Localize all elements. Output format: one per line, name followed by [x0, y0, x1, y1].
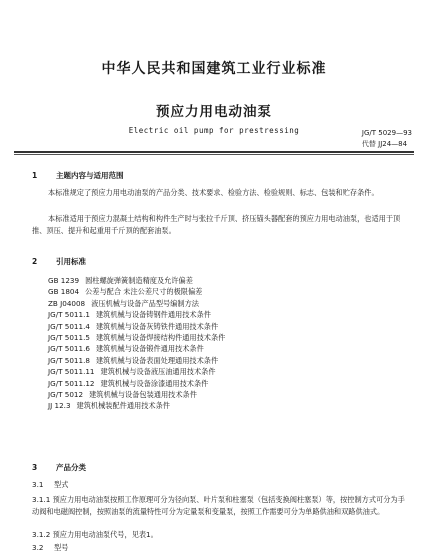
reference-item [48, 332, 225, 343]
section-number: 3 [32, 463, 38, 472]
section-1-heading [32, 170, 124, 181]
section-3-heading [32, 462, 86, 473]
reference-name: 圆柱螺旋弹簧制造精度及允许偏差 [85, 276, 193, 285]
reference-code: JG/T 5012 [48, 389, 84, 399]
section-title: 产品分类 [56, 463, 86, 472]
section-1-paragraph-1: 本标准规定了预应力用电动油泵的产品分类、技术要求、检验方法、检验规则、标志、包装和贮存条件。 [48, 188, 379, 197]
reference-item [48, 378, 225, 389]
reference-code: JG/T 5011.8 [48, 355, 90, 365]
standard-title: 中华人民共和国建筑工业行业标准 [101, 61, 327, 77]
reference-item [48, 400, 225, 411]
reference-item [48, 286, 225, 297]
clause-3-1-1: 3.1.1 预应力用电动油泵按照工作原理可分为径向泵、叶片泵和柱塞泵（包括变换阀柱塞泵）等，按控制方式可分为手动阀和电磁阀控制，按照油泵的流量特性可分为定量泵和变量泵，按照工作需要可分为单路供油和双路供油式。 [32, 495, 405, 516]
subsection-title: 型号 [54, 543, 69, 552]
reference-name: 建筑机械与设备铸钢件通用技术条件 [95, 310, 211, 320]
clause-3-1-2: 3.1.2 预应力用电动油泵代号，见表1。 [32, 530, 158, 539]
reference-code: JG/T 5011.1 [48, 310, 90, 320]
reference-code: JG/T 5011.5 [48, 332, 90, 342]
subsection-3-1-heading [32, 480, 68, 490]
reference-name: 建筑机械与设备液压油通用技术条件 [100, 367, 216, 377]
header-rule-thin [14, 154, 414, 155]
reference-name: 液压机械与设备产品型号编制方法 [91, 298, 199, 308]
subsection-number: 3.2 [32, 543, 44, 552]
standard-code-block [362, 128, 412, 150]
standard-code: JG/T 5029—93 [361, 129, 412, 137]
reference-code: JG/T 5011.4 [48, 321, 90, 331]
reference-name: 建筑机械与设备包装通用技术条件 [89, 389, 197, 399]
reference-list [48, 275, 225, 412]
reference-item [48, 321, 225, 332]
document-title: 预应力用电动油泵 [156, 104, 272, 120]
reference-name: 建筑机械与设备涂漆通用技术条件 [100, 378, 209, 388]
reference-name: 建筑机械与设备表面处理通用技术条件 [95, 355, 219, 365]
section-number: 2 [32, 257, 38, 266]
reference-code: GB 1804 [48, 287, 80, 297]
reference-name: 建筑机械装配件通用技术条件 [76, 401, 170, 411]
reference-code: JG/T 5011.6 [48, 344, 90, 354]
reference-item [48, 298, 225, 309]
reference-item [48, 275, 225, 286]
reference-item [48, 355, 225, 366]
subsection-number: 3.1 [32, 480, 44, 489]
reference-item [48, 366, 225, 377]
reference-name: 建筑机械与设备灰铸铁件通用技术条件 [95, 321, 219, 331]
section-2-heading [32, 256, 86, 267]
replaced-code: 代替 JJ24—84 [361, 140, 408, 148]
section-number: 1 [32, 171, 38, 180]
reference-code: JG/T 5011.11 [48, 367, 95, 377]
section-title: 引用标准 [56, 257, 86, 266]
subsection-3-2-heading [32, 543, 68, 553]
english-title: Electric oil pump for prestressing [128, 126, 300, 135]
reference-item [48, 389, 225, 400]
reference-code: ZB J04008 [48, 298, 86, 308]
reference-code: JG/T 5011.12 [48, 378, 95, 388]
reference-code: JJ 12.3 [48, 401, 71, 411]
section-1-paragraph-2: 本标准适用于预应力混凝土结构和构件生产时与张拉千斤顶、挤压锚头器配套的预应力用电动油泵，也适用于顶推、顶压、提升和起重用千斤顶的配套油泵。 [32, 214, 401, 235]
reference-item [48, 309, 225, 320]
reference-code: GB 1239 [48, 276, 80, 285]
header-rule-thick [14, 151, 414, 153]
reference-name: 建筑机械与设备焊接结构件通用技术条件 [95, 332, 226, 342]
reference-name: 建筑机械与设备锻件通用技术条件 [95, 344, 204, 354]
section-title: 主题内容与适用范围 [56, 171, 124, 180]
subsection-title: 型式 [54, 480, 69, 489]
reference-item [48, 343, 225, 354]
reference-name: 公差与配合 未注公差尺寸的极限偏差 [85, 287, 203, 297]
